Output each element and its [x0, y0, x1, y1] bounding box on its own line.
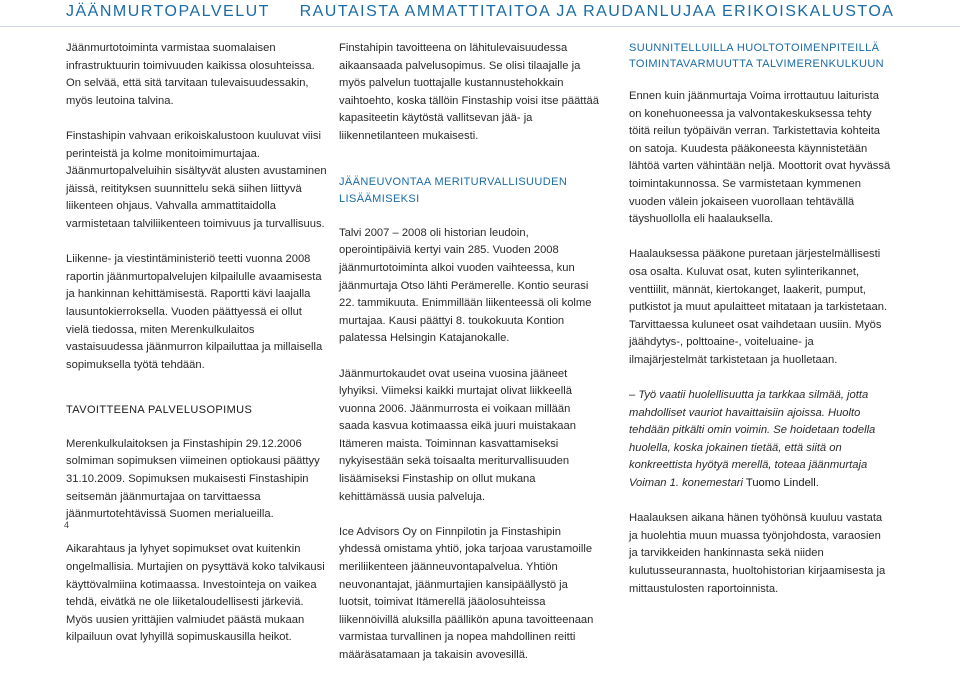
paragraph: Jäänmurtotoiminta varmistaa suomalaisen infrastruktuurin toimivuuden kaikissa olosuhteissa. On selvää, että sitä tarvitaan tulevaisuudessakin, myös leutoina talvina.: [66, 42, 315, 107]
paragraph: Talvi 2007 – 2008 oli historian leudoin, operointipäiviä kertyi vain 285. Vuoden 2008 jäänmurtotoiminta alkoi vuoden vaihteessa, kun jäänmurtaja Otso lähti Perämerelle. Kontio seurasi 22. tammikuuta. Enimmillään liikenteessä oli kolme murtajaa. Kausi päättyi 8. toukokuuta Kontion palatessa Helsingin Katajanokalle.: [339, 226, 592, 345]
page-title: [66, 3, 894, 21]
paragraph: Ice Advisors Oy on Finnpilotin ja Finstashipin yhdessä omistama yhtiö, joka tarjoaa varustamoille meriliikenteen jäänneuvontapalvelua. Yhtiön neuvonantajat, jäänmurtajien kansipäällystö ja luotsit, toimivat Itämerellä jääolosuhteissa liikennöivillä aluksilla päällikön apuna tavoitteenaan varmistaa turvallinen ja nopea mahdollinen reitti määräsatamaan ja takaisin avovesillä.: [339, 525, 594, 661]
quote-text: – Työ vaatii huolellisuutta ja tarkkaa silmää, jotta mahdolliset vauriot havaittaisiin ajoissa. Huolto tehdään pitkälti omin voimin. Se hoidetaan todella huolella, koska jokainen tietää, että siitä on konkreettista hyötyä merellä, toteaa jäänmurtaja Voiman 1. konemestari: [629, 389, 876, 490]
page-number: 4: [64, 520, 70, 530]
section-heading: TAVOITTEENA PALVELUSOPIMUS: [66, 404, 253, 417]
paragraph: Liikenne- ja viestintäministeriö teetti vuonna 2008 raportin jäänmurtopalvelujen kilpailulle avaamisesta ja hankinnan kehittämisestä. Raportti kävi laajalla lausuntokierroksella. Vuoden päättyessä ei ollut vielä tiedossa, miten Merenkulkulaitos vastaisuudessa jäänmurron kilpailuttaa ja millaisella sopimuksella työtä tehdään.: [66, 253, 323, 371]
paragraph: Finstahipin tavoitteena on lähitulevaisuudessa aikaansaada palvelusopimus. Se olisi tilaajalle ja myös palvelun tuottajalle kustannustehokkain vaihtoehto, koska tällöin Finstaship voisi itse päättää kapasiteetin käytöstä vallitsevan jää- ja liikennetilanteen mukaisesti.: [339, 42, 599, 142]
section-heading: [629, 40, 891, 72]
section-heading-line: SUUNNITELLUILLA HUOLTOTOIMENPITEILLÄ: [629, 42, 880, 54]
section-heading-line: TOIMINTAVARMUUTTA TALVIMERENKULKUUN: [629, 58, 885, 70]
paragraph: Haalauksessa pääkone puretaan järjestelmällisesti osa osalta. Kuluvat osat, kuten sylinterikannet, venttiilit, männät, kiertokanget, laakerit, pumput, putkistot ja muut apulaitteet mitataan ja tarkistetaan. Tarvittaessa kuluneet osat vaihdetaan uusiin. Myös jäähdytys-, polttoaine-, voiteluaine- ja ilmajärjestelmät tarkistetaan ja huolletaan.: [629, 248, 888, 366]
paragraph: Haalauksen aikana hänen työhönsä kuuluu vastata ja huolehtia muun muassa työnjohdosta, varaosien ja tarvikkeiden hankinnasta sekä niiden kulutusseurannasta, huoltohistorian kirjaamisesta ja mittaustulosten raportoinnista.: [629, 512, 886, 595]
quote-end: .: [815, 477, 819, 490]
paragraph: Ennen kuin jäänmurtaja Voima irrottautuu laiturista on konehuoneessa ja valvontakeskuksessa tehty töitä reilun työpäivän verran. Tarkistettavia kohteita on satoja. Kuudesta pääkoneesta käynnistetään lähtöä varten vähintään neljä. Moottorit ovat hyvässä toimintakunnossa. Se varmistetaan kymmenen vuoden välein jokaiseen vuorollaan tehtävällä täyshuollolla eli haalauksella.: [629, 90, 891, 226]
paragraph: Jäänmurtokaudet ovat useina vuosina jääneet lyhyiksi. Viimeksi kaikki murtajat olivat liikkeellä vuonna 2006. Jäänmurrosta ei voikaan millään saada kasvua kotimaassa eikä juuri muistakaan Itämeren maista. Toiminnan kasvattamiseksi nykyisestään sekä toisaalta meriturvallisuuden lisäämiseksi Finstaship on ollut mukana kehittämässä uusia palveluja.: [339, 367, 576, 503]
section-heading: JÄÄNEUVONTAA MERITURVALLISUUDEN LISÄÄMISEKSI: [339, 175, 568, 206]
section-subtitle: RAUTAISTA AMMATTITAITOA JA RAUDANLUJAA ERIKOISKALUSTOA: [299, 3, 895, 20]
quote-paragraph: [629, 387, 891, 493]
section-title: JÄÄNMURTOPALVELUT: [66, 3, 270, 20]
paragraph: Aikarahtaus ja lyhyet sopimukset ovat kuitenkin ongelmallisia. Murtajien on pysyttävä koko talvikausi käyttövalmiina kotimaassa. Investointeja on vaikea tehdä, eivätkä ne ole liiketaloudellisesti järkeviä. Myös uusien yrittäjien valmiudet päästä mukaan kilpailuun ovat lyhyillä sopimuskausilla heikot.: [66, 543, 325, 644]
column-right: [629, 40, 891, 616]
quote-author: Tuomo Lindell: [745, 477, 816, 490]
column-left: [66, 40, 328, 665]
header-band: [0, 0, 960, 27]
column-middle: [339, 40, 601, 682]
paragraph: Merenkulkulaitoksen ja Finstashipin 29.12.2006 solmiman sopimuksen viimeinen optiokausi päättyy 31.10.2009. Sopimuksen mukaisesti Finstashipin seitsemän jäänmurtajaa on tarvittaessa jäänmurtotehtävissä Suomen merialueilla.: [66, 437, 320, 521]
paragraph: Finstashipin vahvaan erikoiskalustoon kuuluvat viisi perinteistä ja kolme monitoimimurtajaa. Jäänmurtopalveluihin sisältyvät alusten avustaminen jäissä, reitityksen suunnittelu sekä siihen liittyvä liikenteen ohjaus. Vahvalla ammattitaidolla varmistetaan talviliikenteen toimivuus ja turvallisuus.: [66, 129, 327, 230]
